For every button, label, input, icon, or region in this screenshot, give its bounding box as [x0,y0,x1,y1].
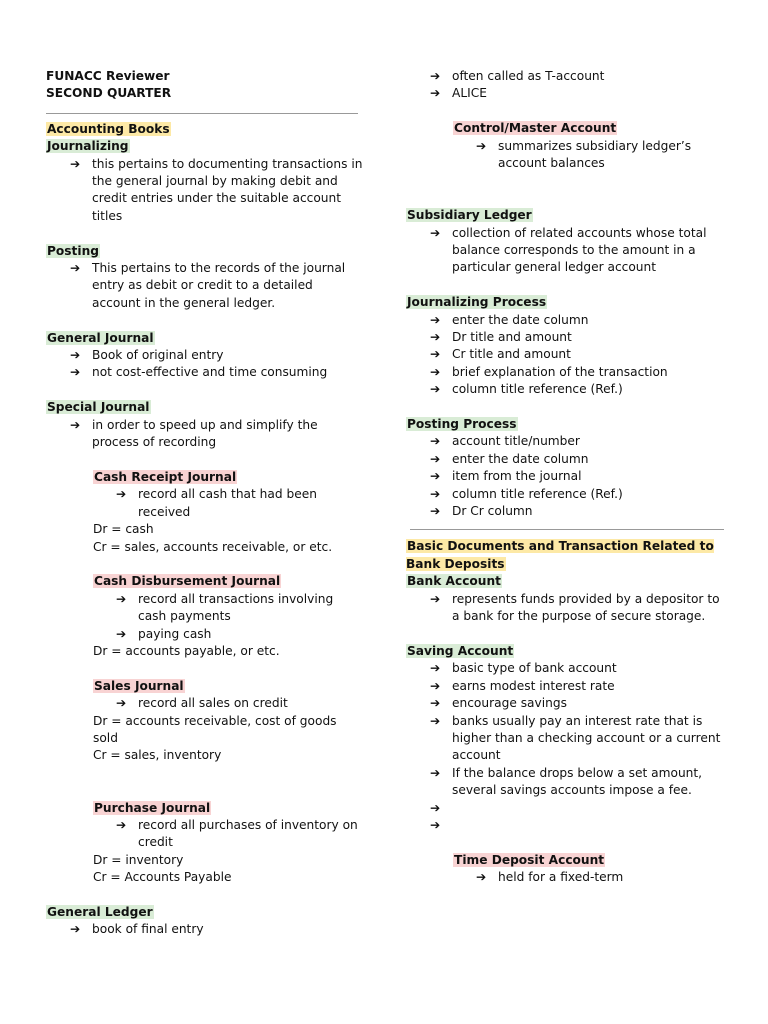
bullet-text: not cost-effective and time consuming [92,365,328,380]
arrow-bullet-icon: ➔ [430,330,441,345]
arrow-bullet-icon: ➔ [430,486,441,501]
heading-control-master-account [406,120,724,137]
bullet-text: record all purchases of inventory on credit [138,817,358,850]
heading-general-journal [46,330,364,347]
bullet-item [406,346,724,363]
section-divider [410,529,724,530]
bullet-item [406,695,724,712]
bullet-text: basic type of bank account [452,661,617,676]
arrow-bullet-icon: ➔ [430,451,441,466]
spacer [406,399,724,416]
bullet-text: If the balance drops below a set amount, several savings accounts impose a fee. [452,765,703,798]
heading-accounting-books [46,121,364,138]
heading-posting-process [406,416,724,433]
left-column-body [46,121,364,939]
arrow-bullet-icon: ➔ [430,86,441,101]
heading-journalizing-process [406,294,724,311]
spacer [46,887,364,904]
bullet-text: Dr title and amount [452,330,572,345]
section-divider-wrap [406,520,724,538]
arrow-bullet-icon: ➔ [430,800,441,815]
spacer [46,765,364,782]
arrow-bullet-icon: ➔ [70,348,81,363]
arrow-bullet-icon: ➔ [430,347,441,362]
spacer [46,660,364,677]
bullet-text: record all sales on credit [138,696,288,711]
bullet-text: Cr title and amount [452,347,571,362]
arrow-bullet-icon: ➔ [430,312,441,327]
heading-text: Time Deposit Account [454,852,605,867]
arrow-bullet-icon: ➔ [430,364,441,379]
arrow-bullet-icon: ➔ [116,817,127,832]
bullet-item [406,713,724,765]
entry-line: Dr = accounts receivable, cost of goods sold [93,713,337,745]
bullet-item [46,260,364,312]
bullet-text: enter the date column [452,451,589,466]
spacer [46,782,364,799]
bullet-item [46,347,364,364]
bullet-text: collection of related accounts whose total balance corresponds to the amount in a particular general ledger account [452,225,707,275]
bullet-item [406,800,724,817]
document-subtitle: SECOND QUARTER [46,86,172,101]
bullet-text: column title reference (Ref.) [452,382,623,397]
title-spacer-2 [46,114,364,121]
heading-time-deposit-account [406,852,724,869]
entry-line: Cr = Accounts Payable [93,870,232,885]
bullet-item [406,329,724,346]
bullet-text: often called as T-account [452,69,605,83]
bullet-item [406,591,724,626]
bullet-item [46,591,364,626]
bullet-item [46,921,364,938]
heading-cash-receipt-journal [46,469,364,486]
heading-special-journal [46,399,364,416]
entry-line: Cr = sales, accounts receivable, or etc. [93,539,333,554]
bullet-text: record all transactions involving cash payments [138,591,334,624]
heading-text: Bank Account [407,574,501,589]
bullet-text: this pertains to documenting transactions in the general journal by making debit and credit entries under the suitable account titles [92,156,363,223]
bullet-text: ALICE [452,86,487,101]
heading-basic-documents-and-transaction-related- [406,538,724,573]
heading-purchase-journal [46,800,364,817]
arrow-bullet-icon: ➔ [430,817,441,832]
bullet-text: Book of original entry [92,348,224,363]
arrow-bullet-icon: ➔ [430,696,441,711]
spacer [406,626,724,643]
bullet-text: column title reference (Ref.) [452,486,623,501]
spacer [46,451,364,468]
arrow-bullet-icon: ➔ [70,365,81,380]
bullet-item [406,678,724,695]
heading-saving-account [406,643,724,660]
bullet-item [406,817,724,834]
spacer [406,277,724,294]
arrow-bullet-icon: ➔ [430,69,441,83]
bullet-item [46,417,364,452]
arrow-bullet-icon: ➔ [116,626,127,641]
arrow-bullet-icon: ➔ [430,678,441,693]
heading-general-ledger [46,904,364,921]
spacer [406,103,724,120]
spacer [46,225,364,242]
bullet-item [406,869,724,886]
bullet-text: Dr Cr column [452,504,533,519]
heading-text: Journalizing [47,139,129,154]
bullet-text: brief explanation of the transaction [452,364,668,379]
bullet-text: encourage savings [452,696,567,711]
heading-journalizing [46,138,364,155]
arrow-bullet-icon: ➔ [430,713,441,728]
right-column-body [406,68,724,887]
heading-text: Cash Disbursement Journal [94,574,281,589]
arrow-bullet-icon: ➔ [430,661,441,676]
arrow-bullet-icon: ➔ [476,870,487,885]
bullet-item [406,225,724,277]
spacer [46,312,364,329]
bullet-text: enter the date column [452,312,589,327]
entry-line: Dr = accounts payable, or etc. [93,643,280,658]
heading-text: General Journal [47,330,154,345]
arrow-bullet-icon: ➔ [116,487,127,502]
right-column [406,68,724,887]
arrow-bullet-icon: ➔ [116,591,127,606]
bullet-text: summarizes subsidiary ledger’s account balances [498,138,692,171]
heading-sales-journal [46,678,364,695]
spacer [406,834,724,851]
heading-text: Subsidiary Ledger [407,208,532,223]
document-title: FUNACC Reviewer [46,69,170,83]
entry-line: Cr = sales, inventory [93,748,222,763]
title-spacer [46,103,364,113]
heading-text: Accounting Books [47,121,170,136]
bullet-text: book of final entry [92,922,204,937]
arrow-bullet-icon: ➔ [430,434,441,449]
bullet-text: This pertains to the records of the journal entry as debit or credit to a detailed account in the general ledger. [92,261,346,310]
bullet-text: in order to speed up and simplify the process of recording [92,417,318,450]
arrow-bullet-icon: ➔ [430,591,441,606]
arrow-bullet-icon: ➔ [430,504,441,519]
bullet-text: earns modest interest rate [452,678,615,693]
bullet-text: held for a fixed-term [498,870,624,885]
heading-text: Basic Documents and Transaction Related to Bank Deposits [406,539,714,571]
arrow-bullet-icon: ➔ [430,225,441,240]
bullet-item [406,138,724,173]
heading-text: Special Journal [47,400,150,415]
arrow-bullet-icon: ➔ [70,156,81,171]
arrow-bullet-icon: ➔ [116,696,127,711]
heading-text: Posting [47,243,99,258]
bullet-item [46,626,364,643]
entry-line: Dr = cash [93,522,154,537]
heading-text: Purchase Journal [94,800,211,815]
bullet-item [406,433,724,450]
spacer [46,556,364,573]
bullet-item [406,68,724,85]
spacer [406,172,724,189]
left-column [46,68,364,939]
bullet-text: banks usually pay an interest rate that is higher than a checking account or a current account [452,713,721,763]
heading-text: Control/Master Account [454,121,617,136]
bullet-item [406,451,724,468]
bullet-text: account title/number [452,434,580,449]
heading-posting [46,243,364,260]
bullet-item [406,381,724,398]
bullet-text: record all cash that had been received [138,487,317,519]
bullet-item [46,364,364,381]
heading-bank-account [406,573,724,590]
bullet-item [406,85,724,102]
bullet-item [406,503,724,520]
bullet-item [406,468,724,485]
bullet-item [46,817,364,852]
bullet-item [406,660,724,677]
heading-text: Saving Account [407,643,514,658]
heading-text: Journalizing Process [407,295,547,310]
heading-text: Sales Journal [94,678,184,693]
arrow-bullet-icon: ➔ [70,417,81,432]
bullet-item [406,765,724,800]
bullet-text: item from the journal [452,469,582,484]
arrow-bullet-icon: ➔ [430,382,441,397]
bullet-item [46,695,364,712]
heading-text: Cash Receipt Journal [94,469,237,484]
arrow-bullet-icon: ➔ [70,261,81,276]
bullet-item [406,312,724,329]
bullet-text: paying cash [138,626,212,641]
arrow-bullet-icon: ➔ [430,765,441,780]
arrow-bullet-icon: ➔ [430,469,441,484]
bullet-text: represents funds provided by a depositor to a bank for the purpose of secure storage. [452,591,720,624]
heading-text: General Ledger [47,904,153,919]
heading-text: Posting Process [407,417,517,432]
spacer [406,190,724,207]
heading-subsidiary-ledger [406,207,724,224]
bullet-item [46,486,364,521]
arrow-bullet-icon: ➔ [476,138,487,153]
bullet-item [46,156,364,226]
heading-cash-disbursement-journal [46,573,364,590]
spacer [46,382,364,399]
bullet-item [406,364,724,381]
bullet-item [406,486,724,503]
entry-line: Dr = inventory [93,852,184,867]
arrow-bullet-icon: ➔ [70,922,81,937]
